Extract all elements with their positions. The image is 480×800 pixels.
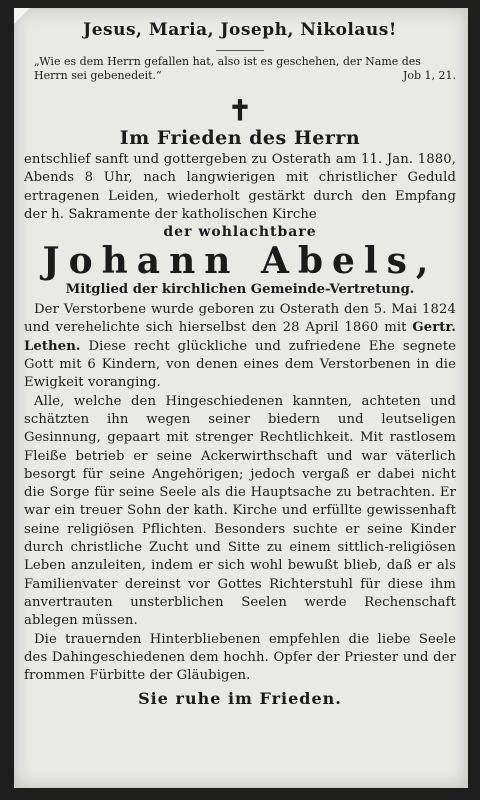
paragraph-biography	[24, 301, 456, 392]
paragraph-character	[24, 393, 456, 631]
biography-text-start: Der Verstorbene wurde geboren zu Osterath den 5. Mai 1824 und verehelichte sich hierselbst den 28 April 1860 mit	[24, 302, 456, 336]
honorific: der wohlachtbare	[163, 224, 317, 241]
quote-reference: Job 1, 21.	[402, 69, 456, 82]
deceased-name: Johann Abels,	[42, 240, 438, 283]
divider	[216, 50, 264, 51]
character-text: Alle, welche den Hingeschiedenen kannten, achteten und schätzten ihn wegen seiner biedern und leutseligen Gesinnung, gepaart mit strenger Rechtlichkeit. Mit rastlosem Fleiße betrieb er seine Ackerwirthschaft und war väterlich besorgt für seine Angehörigen; jedoch vergaß er dabei nicht die Sorge für seine Seele als die Hauptsache zu betrachten. Er war ein treuer Sohn der kath. Kirche und erfüllte gewissenhaft seine religiösen Pflichten. Besonders suchte er seine Kinder durch christliche Zucht und Sitte zu einem sittlich-religiösen Leben anzuleiten, indem er sich wohl bewußt blieb, daß er als Familienvater dereinst vor Gottes Richterstuhl für diese ihm anvertrauten unsterblichen Seelen werde Rechenschaft ablegen müssen.	[24, 393, 456, 629]
quote-text: „Wie es dem Herrn gefallen hat, also ist es geschehen, der Name des Herrn sei gebenedeit.“	[34, 55, 421, 82]
invocation-heading: Jesus, Maria, Joseph, Nikolaus!	[83, 20, 397, 40]
scripture-quote	[24, 55, 456, 83]
biography-text-end: Diese recht glückliche und zufriedene Ehe segnete Gott mit 6 Kindern, von denen eines dem Verstorbenen in die Ewigkeit voranging.	[24, 338, 456, 391]
peace-heading: Im Frieden des Herrn	[119, 127, 361, 149]
cross-icon: ✝	[228, 94, 252, 127]
role-line: Mitglied der kirchlichen Gemeinde-Vertretung.	[65, 282, 415, 298]
request-text: Die trauernden Hinterbliebenen empfehlen die liebe Seele des Dahingeschiedenen dem hochh. Opfer der Priester und der frommen Fürbitte der Gläubigen.	[24, 631, 456, 684]
spouse-name: Gertr. Lethen.	[24, 320, 456, 354]
intro-text: entschlief sanft und gottergeben zu Osterath am 11. Jan. 1880, Abends 8 Uhr, nach langwierigen mit christlicher Geduld ertragenen Leiden, wiederholt gestärkt durch den Empfang der h. Sakramente der katholischen Kirche	[24, 152, 456, 222]
closing-line: Sie ruhe im Frieden.	[138, 689, 342, 709]
card-content	[24, 20, 456, 708]
paragraph-request	[24, 631, 456, 686]
